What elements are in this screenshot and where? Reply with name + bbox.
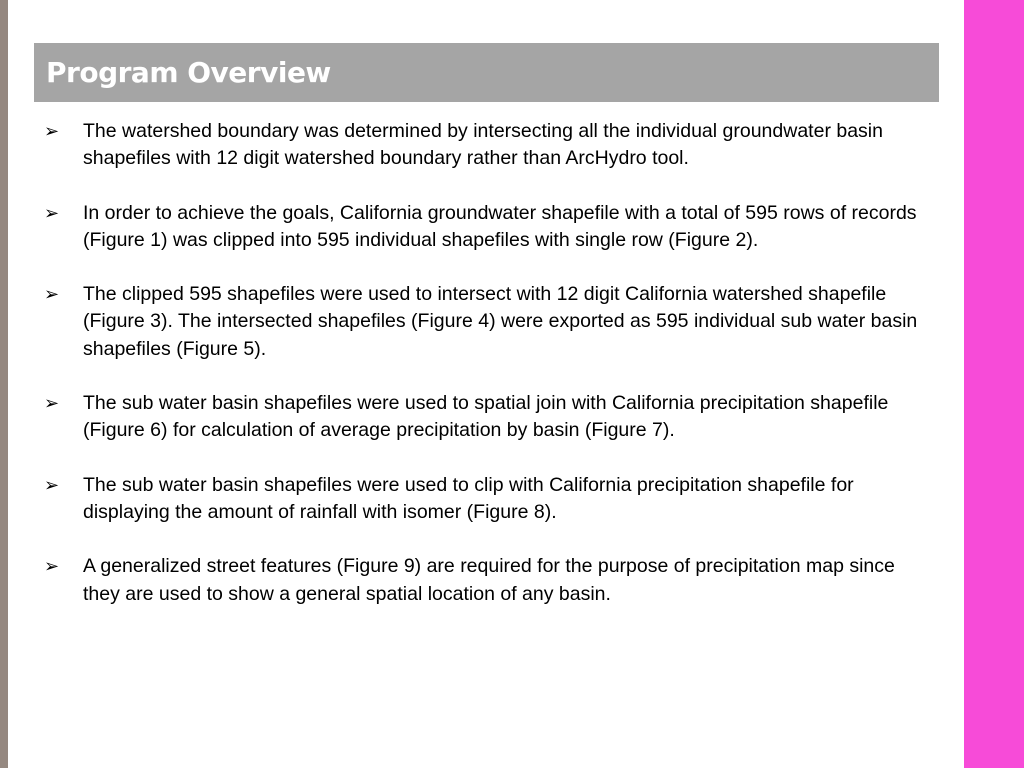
- bullet-item: [44, 472, 934, 527]
- arrow-bullet-icon: ➢: [44, 284, 60, 306]
- arrow-bullet-icon: ➢: [44, 393, 60, 415]
- bullet-item: [44, 390, 934, 445]
- title-bar: [34, 43, 939, 102]
- arrow-bullet-icon: ➢: [44, 474, 60, 496]
- page-title: Program Overview: [46, 56, 331, 89]
- bullet-list: [44, 118, 934, 635]
- bullet-text: The clipped 595 shapefiles were used to intersect with 12 digit California watershed shapefile (Figure 3). The intersected shapefiles (Figure 4) were exported as 595 individual sub water basin shapefiles (Figure 5).: [83, 283, 923, 360]
- arrow-bullet-icon: ➢: [44, 556, 60, 578]
- right-accent-bar: [964, 0, 1024, 768]
- bullet-item: [44, 118, 934, 173]
- bullet-item: [44, 200, 934, 255]
- bullet-text: The sub water basin shapefiles were used to clip with California precipitation shapefile for displaying the amount of rainfall with isomer (Figure 8).: [83, 473, 860, 523]
- bullet-text: In order to achieve the goals, California groundwater shapefile with a total of 595 rows of records (Figure 1) was clipped into 595 individual shapefiles with single row (Figure 2).: [83, 201, 922, 251]
- bullet-text: The watershed boundary was determined by intersecting all the individual groundwater basin shapefiles with 12 digit watershed boundary rather than ArcHydro tool.: [83, 120, 889, 170]
- bullet-item: [44, 281, 934, 363]
- bullet-text: The sub water basin shapefiles were used to spatial join with California precipitation shapefile (Figure 6) for calculation of average precipitation by basin (Figure 7).: [83, 392, 900, 442]
- bullet-item: [44, 553, 934, 608]
- bullet-text: A generalized street features (Figure 9) are required for the purpose of precipitation map since they are used to show a general spatial location of any basin.: [83, 555, 901, 605]
- arrow-bullet-icon: ➢: [44, 121, 60, 142]
- arrow-bullet-icon: ➢: [44, 202, 60, 224]
- left-accent-bar: [0, 0, 8, 768]
